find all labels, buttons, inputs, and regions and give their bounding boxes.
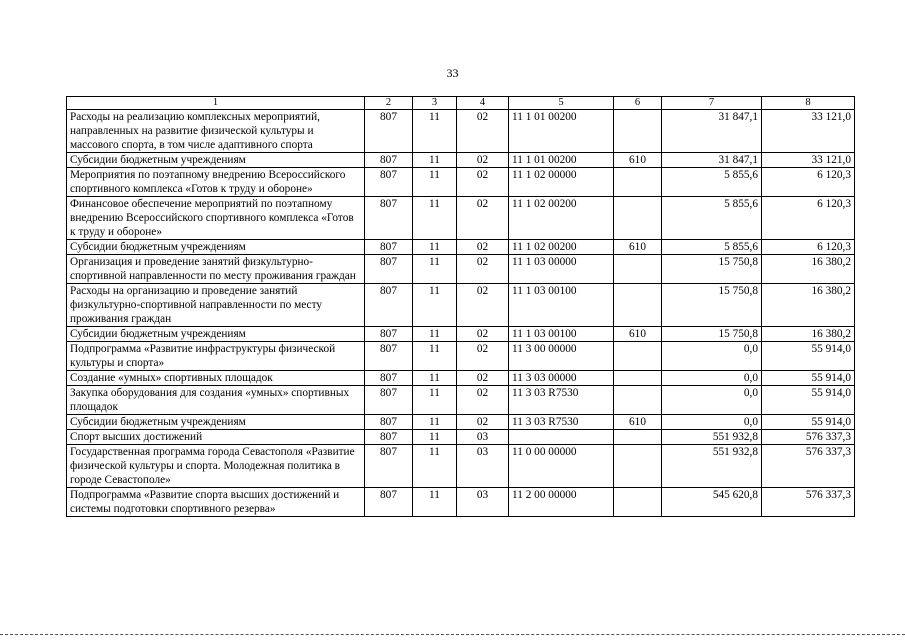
row-grbs-cell: 807 [365,371,413,386]
table-row [67,488,855,517]
row-amount-2-cell: 16 380,2 [762,284,855,327]
row-subsection-cell: 02 [457,386,509,415]
row-grbs-cell: 807 [365,445,413,488]
row-amount-2-cell: 16 380,2 [762,255,855,284]
table-row [67,255,855,284]
row-subsection-cell: 02 [457,342,509,371]
page-number: 33 [446,66,459,80]
row-name-cell: Организация и проведение занятий физкультурно-спортивной направленности по месту проживания граждан [67,255,365,284]
row-subsection-cell: 02 [457,240,509,255]
row-grbs-cell: 807 [365,327,413,342]
row-section-cell: 11 [413,342,457,371]
row-subsection-cell: 02 [457,415,509,430]
row-target-article-cell: 11 1 01 00200 [509,153,614,168]
row-target-article-cell [509,430,614,445]
row-expense-type-cell [614,445,662,488]
row-target-article-cell: 11 1 03 00100 [509,327,614,342]
row-amount-1-cell: 15 750,8 [662,327,762,342]
header-cell: 6 [614,97,662,110]
row-name-cell: Субсидии бюджетным учреждениям [67,327,365,342]
row-amount-1-cell: 15 750,8 [662,284,762,327]
row-target-article-cell: 11 1 03 00100 [509,284,614,327]
row-amount-1-cell: 31 847,1 [662,153,762,168]
row-amount-1-cell: 0,0 [662,371,762,386]
row-target-article-cell: 11 3 03 R7530 [509,415,614,430]
row-name-cell: Мероприятия по поэтапному внедрению Всероссийского спортивного комплекса «Готов к труду и обороне» [67,168,365,197]
row-amount-2-cell: 55 914,0 [762,415,855,430]
row-amount-2-cell: 576 337,3 [762,445,855,488]
row-expense-type-cell [614,430,662,445]
table-row [67,240,855,255]
row-subsection-cell: 02 [457,153,509,168]
row-grbs-cell: 807 [365,342,413,371]
row-section-cell: 11 [413,168,457,197]
row-subsection-cell: 03 [457,445,509,488]
row-section-cell: 11 [413,371,457,386]
row-grbs-cell: 807 [365,168,413,197]
header-cell: 3 [413,97,457,110]
table-row [67,430,855,445]
row-target-article-cell: 11 1 02 00200 [509,240,614,255]
row-grbs-cell: 807 [365,240,413,255]
table-row [67,327,855,342]
row-target-article-cell: 11 3 00 00000 [509,342,614,371]
row-grbs-cell: 807 [365,153,413,168]
row-section-cell: 11 [413,197,457,240]
row-name-cell: Государственная программа города Севастополя «Развитие физической культуры и спорта. Молодежная политика в городе Севастополе» [67,445,365,488]
budget-table [66,96,855,517]
row-target-article-cell: 11 3 03 R7530 [509,386,614,415]
row-subsection-cell: 03 [457,430,509,445]
row-amount-1-cell: 551 932,8 [662,445,762,488]
row-name-cell: Создание «умных» спортивных площадок [67,371,365,386]
row-grbs-cell: 807 [365,197,413,240]
row-name-cell: Подпрограмма «Развитие инфраструктуры физической культуры и спорта» [67,342,365,371]
row-amount-1-cell: 15 750,8 [662,255,762,284]
row-name-cell: Субсидии бюджетным учреждениям [67,240,365,255]
table-row [67,153,855,168]
row-name-cell: Спорт высших достижений [67,430,365,445]
row-target-article-cell: 11 1 02 00000 [509,168,614,197]
row-section-cell: 11 [413,415,457,430]
header-cell: 8 [762,97,855,110]
row-expense-type-cell: 610 [614,240,662,255]
row-section-cell: 11 [413,430,457,445]
row-amount-1-cell: 551 932,8 [662,430,762,445]
row-name-cell: Субсидии бюджетным учреждениям [67,415,365,430]
row-section-cell: 11 [413,445,457,488]
row-grbs-cell: 807 [365,488,413,517]
row-grbs-cell: 807 [365,430,413,445]
row-subsection-cell: 02 [457,255,509,284]
row-grbs-cell: 807 [365,386,413,415]
row-name-cell: Субсидии бюджетным учреждениям [67,153,365,168]
row-target-article-cell: 11 0 00 00000 [509,445,614,488]
row-grbs-cell: 807 [365,284,413,327]
table-body [67,97,855,517]
row-expense-type-cell [614,197,662,240]
row-target-article-cell: 11 1 02 00200 [509,197,614,240]
row-name-cell: Финансовое обеспечение мероприятий по поэтапному внедрению Всероссийского спортивного комплекса «Готов к труду и обороне» [67,197,365,240]
row-amount-2-cell: 16 380,2 [762,327,855,342]
row-amount-2-cell: 6 120,3 [762,197,855,240]
row-name-cell: Расходы на организацию и проведение занятий физкультурно-спортивной направленности по месту проживания граждан [67,284,365,327]
row-amount-1-cell: 31 847,1 [662,110,762,153]
row-expense-type-cell [614,110,662,153]
row-amount-2-cell: 55 914,0 [762,386,855,415]
row-expense-type-cell [614,168,662,197]
row-amount-2-cell: 576 337,3 [762,488,855,517]
row-expense-type-cell [614,488,662,517]
page-bottom-edge [0,634,905,636]
row-subsection-cell: 03 [457,488,509,517]
row-section-cell: 11 [413,284,457,327]
row-expense-type-cell: 610 [614,153,662,168]
row-target-article-cell: 11 1 01 00200 [509,110,614,153]
row-target-article-cell: 11 2 00 00000 [509,488,614,517]
header-cell: 2 [365,97,413,110]
row-amount-2-cell: 33 121,0 [762,110,855,153]
row-amount-1-cell: 0,0 [662,342,762,371]
row-subsection-cell: 02 [457,327,509,342]
row-target-article-cell: 11 1 03 00000 [509,255,614,284]
row-subsection-cell: 02 [457,197,509,240]
row-expense-type-cell [614,284,662,327]
header-row [67,97,855,110]
table-row [67,284,855,327]
row-expense-type-cell [614,255,662,284]
row-amount-1-cell: 0,0 [662,415,762,430]
row-subsection-cell: 02 [457,284,509,327]
table-row [67,371,855,386]
row-amount-1-cell: 5 855,6 [662,240,762,255]
row-amount-2-cell: 6 120,3 [762,168,855,197]
row-expense-type-cell [614,386,662,415]
row-name-cell: Закупка оборудования для создания «умных» спортивных площадок [67,386,365,415]
row-section-cell: 11 [413,110,457,153]
row-section-cell: 11 [413,153,457,168]
header-cell: 1 [67,97,365,110]
row-amount-2-cell: 33 121,0 [762,153,855,168]
row-subsection-cell: 02 [457,110,509,153]
row-amount-1-cell: 5 855,6 [662,168,762,197]
row-section-cell: 11 [413,240,457,255]
row-amount-1-cell: 0,0 [662,386,762,415]
row-section-cell: 11 [413,488,457,517]
row-expense-type-cell: 610 [614,415,662,430]
header-cell: 4 [457,97,509,110]
row-subsection-cell: 02 [457,371,509,386]
row-name-cell: Подпрограмма «Развитие спорта высших достижений и системы подготовки спортивного резерва» [67,488,365,517]
table-row [67,110,855,153]
row-amount-2-cell: 6 120,3 [762,240,855,255]
row-amount-1-cell: 545 620,8 [662,488,762,517]
header-cell: 5 [509,97,614,110]
row-subsection-cell: 02 [457,168,509,197]
table-row [67,168,855,197]
row-section-cell: 11 [413,386,457,415]
table-row [67,386,855,415]
row-expense-type-cell: 610 [614,327,662,342]
row-amount-1-cell: 5 855,6 [662,197,762,240]
row-target-article-cell: 11 3 03 00000 [509,371,614,386]
table-row [67,445,855,488]
header-cell: 7 [662,97,762,110]
table-row [67,415,855,430]
row-expense-type-cell [614,371,662,386]
table-row [67,342,855,371]
row-section-cell: 11 [413,255,457,284]
row-amount-2-cell: 55 914,0 [762,342,855,371]
row-expense-type-cell [614,342,662,371]
row-amount-2-cell: 576 337,3 [762,430,855,445]
table-row [67,197,855,240]
row-amount-2-cell: 55 914,0 [762,371,855,386]
row-section-cell: 11 [413,327,457,342]
row-grbs-cell: 807 [365,110,413,153]
row-name-cell: Расходы на реализацию комплексных мероприятий, направленных на развитие физической культуры и массового спорта, в том числе адаптивного спорта [67,110,365,153]
row-grbs-cell: 807 [365,415,413,430]
row-grbs-cell: 807 [365,255,413,284]
